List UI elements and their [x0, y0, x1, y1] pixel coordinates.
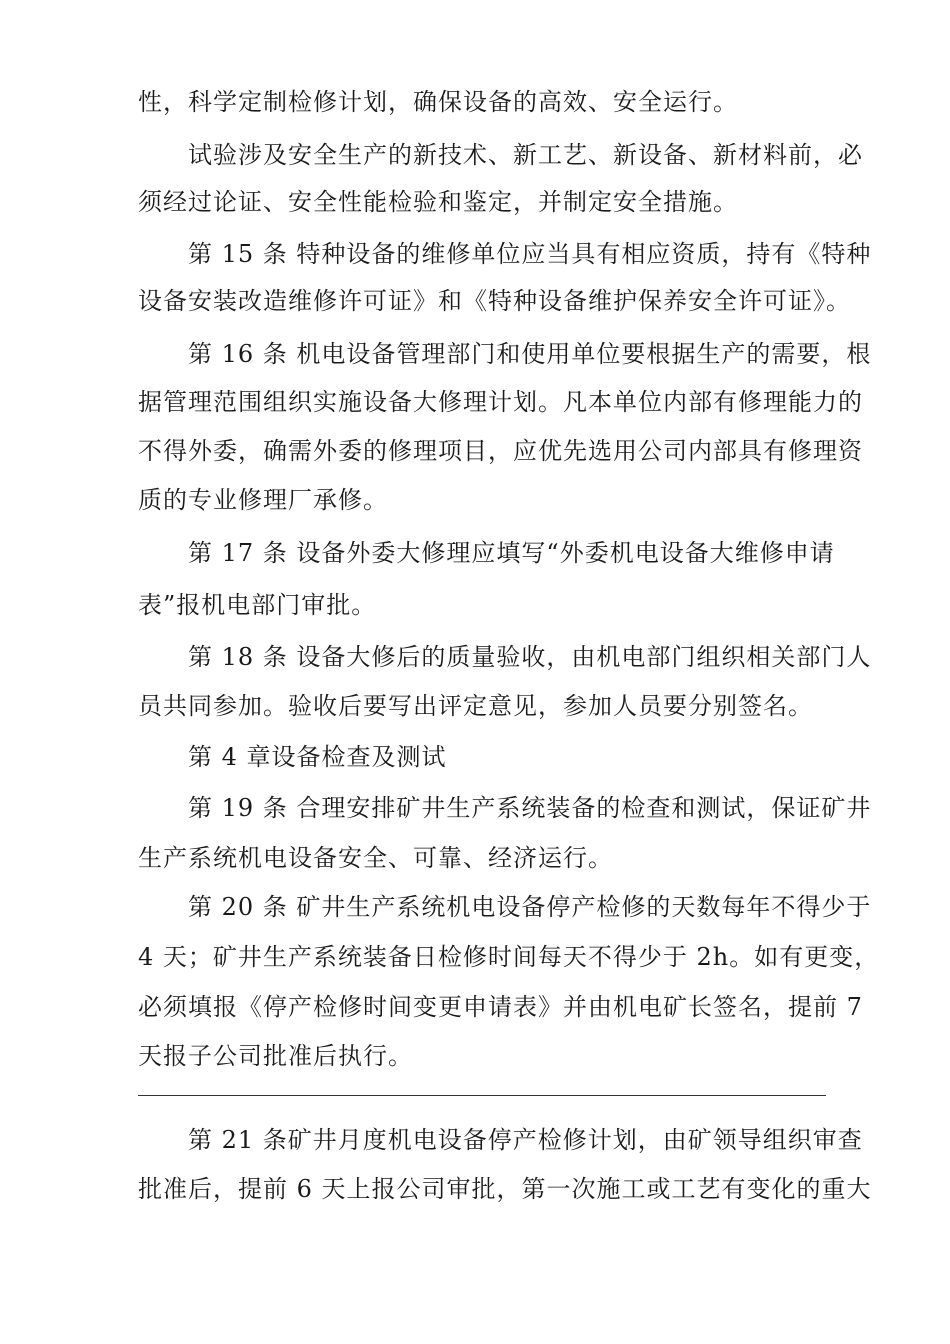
section-divider	[138, 1095, 826, 1096]
text-line: 员共同参加。验收后要写出评定意见，参加人员要分别签名。	[138, 692, 813, 720]
text-line: 须经过论证、安全性能检验和鉴定，并制定安全措施。	[138, 188, 738, 216]
text-line: 质的专业修理厂承修。	[138, 486, 388, 514]
text-line: 表”报机电部门审批。	[138, 591, 377, 619]
text-line: 据管理范围组织实施设备大修理计划。凡本单位内部有修理能力的	[138, 388, 863, 416]
article-17-line: 第 17 条 设备外委大修理应填写“外委机电设备大维修申请	[188, 539, 835, 567]
article-16-line: 第 16 条 机电设备管理部门和使用单位要根据生产的需要，根	[188, 340, 872, 368]
article-15-line: 第 15 条 特种设备的维修单位应当具有相应资质，持有《特种	[188, 240, 872, 268]
article-18-line: 第 18 条 设备大修后的质量验收，由机电部门组织相关部门人	[188, 643, 872, 671]
text-line: 性，科学定制检修计划，确保设备的高效、安全运行。	[138, 88, 738, 116]
text-line: 4 天；矿井生产系统装备日检修时间每天不得少于 2h。如有更变，	[138, 943, 880, 971]
text-line: 生产系统机电设备安全、可靠、经济运行。	[138, 844, 613, 872]
text-line: 设备安装改造维修许可证》和《特种设备维护保养安全许可证》。	[138, 287, 851, 315]
text-line: 试验涉及安全生产的新技术、新工艺、新设备、新材料前，必	[188, 141, 863, 169]
article-21-line: 第 21 条矿井月度机电设备停产检修计划，由矿领导组织审查	[188, 1126, 863, 1154]
article-19-line: 第 19 条 合理安排矿井生产系统装备的检查和测试，保证矿井	[188, 794, 872, 822]
chapter-heading: 第 4 章设备检查及测试	[188, 743, 447, 771]
article-20-line: 第 20 条 矿井生产系统机电设备停产检修的天数每年不得少于	[188, 893, 872, 921]
text-line: 批准后，提前 6 天上报公司审批，第一次施工或工艺有变化的重大	[138, 1175, 872, 1203]
text-line: 不得外委，确需外委的修理项目，应优先选用公司内部具有修理资	[138, 437, 863, 465]
text-line: 必须填报《停产检修时间变更申请表》并由机电矿长签名，提前 7	[138, 993, 863, 1021]
text-line: 天报子公司批准后执行。	[138, 1042, 413, 1070]
